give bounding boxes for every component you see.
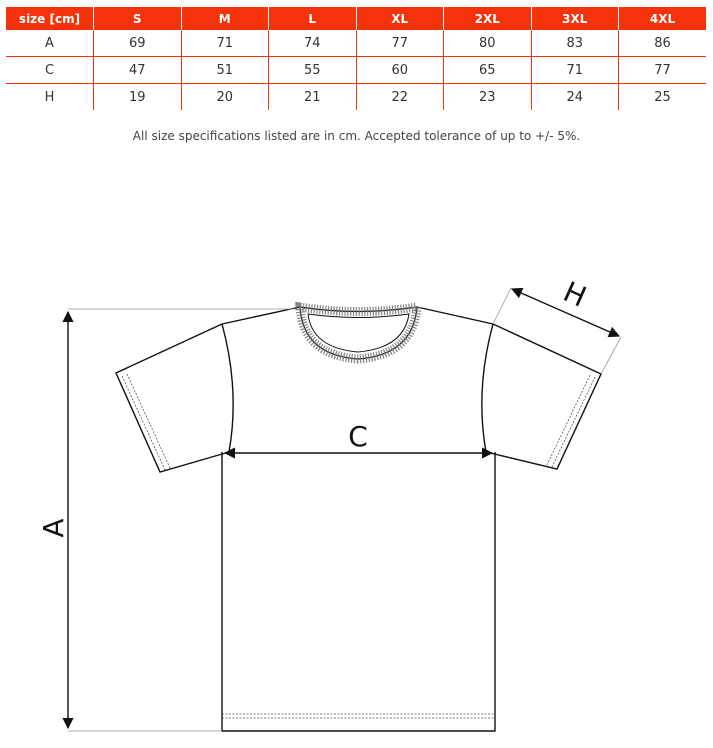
table-cell: 71 [181, 30, 269, 57]
dimension-h-label: H [558, 274, 592, 314]
dimension-c-label: C [348, 420, 368, 453]
table-cell: 51 [181, 57, 269, 84]
table-cell: 19 [94, 84, 182, 111]
dimension-h-line [493, 288, 621, 374]
table-cell: 69 [94, 30, 182, 57]
size-header-xl: XL [356, 7, 444, 30]
table-cell: 65 [444, 57, 532, 84]
tolerance-note: All size specifications listed are in cm. Accepted tolerance of up to +/- 5%. [132, 129, 581, 143]
row-label: A [6, 30, 94, 57]
table-cell: 47 [94, 57, 182, 84]
size-header-s: S [94, 7, 182, 30]
size-header-4xl: 4XL [619, 7, 707, 30]
table-cell: 80 [444, 30, 532, 57]
table-cell: 21 [269, 84, 357, 111]
row-label: C [6, 57, 94, 84]
table-cell: 77 [619, 57, 707, 84]
table-cell: 86 [619, 30, 707, 57]
table-cell: 60 [356, 57, 444, 84]
size-header-m: M [181, 7, 269, 30]
table-cell: 25 [619, 84, 707, 111]
tshirt-outline [116, 307, 601, 731]
row-label: H [44, 89, 55, 105]
collar [300, 307, 417, 359]
size-unit-header: size [cm] [6, 7, 94, 30]
table-cell: 83 [531, 30, 619, 57]
bottom-hem-stitching [222, 714, 495, 718]
table-cell: 24 [531, 84, 619, 111]
size-header-l: L [269, 7, 357, 30]
size-header-2xl: 2XL [444, 7, 532, 30]
table-cell: 22 [356, 84, 444, 111]
table-cell: 55 [269, 57, 357, 84]
table-cell: 77 [356, 30, 444, 57]
size-header-3xl: 3XL [531, 7, 619, 30]
dimension-a-label: A [37, 518, 70, 538]
dimension-a-line [68, 309, 300, 731]
table-cell: 74 [269, 30, 357, 57]
table-cell: 20 [181, 84, 269, 111]
table-cell: 71 [531, 57, 619, 84]
table-cell: 23 [444, 84, 532, 111]
